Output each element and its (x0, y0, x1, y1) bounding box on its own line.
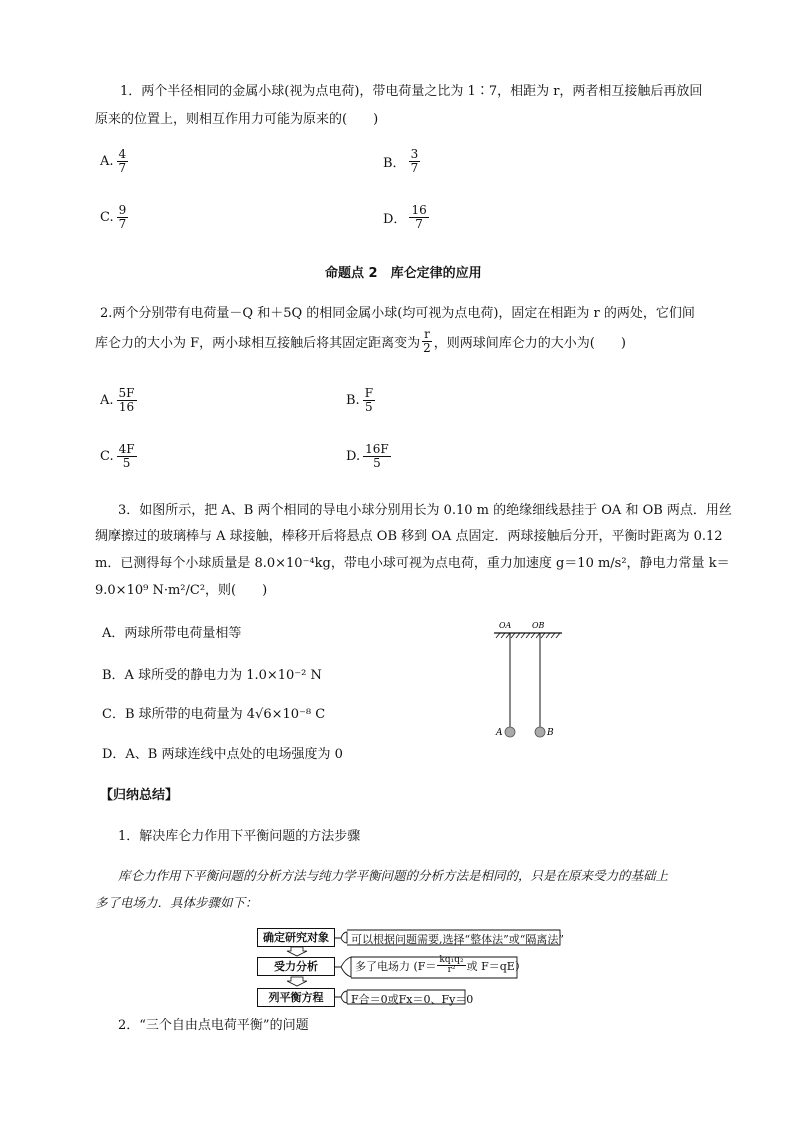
pendulum-figure (490, 616, 570, 746)
flow-step1-box: 确定研究对象 (257, 928, 335, 947)
q3-line3: m．已测得每个小球质量是 8.0×10⁻⁴kg，带电小球可视为点电荷，重力加速度 g＝10 m/s²，静电力常量 k＝ (95, 556, 730, 571)
frac-den: 5 (122, 455, 131, 470)
option-label: B. (346, 392, 360, 408)
q3-line2: 绸摩擦过的玻璃棒与 A 球接触，棒移开后将悬点 OB 移到 OA 点固定．两球接触后分开，平衡时距离为 0.12 (95, 529, 723, 544)
q2-line1: 2.两个分别带有电荷量－Q 和＋5Q 的相同金属小球(均可视为点电荷)，固定在相距为 r 的两处，它们间 (100, 306, 695, 321)
option-label: D． (383, 211, 407, 227)
option-label: B． (383, 155, 406, 171)
q2-line2 (95, 328, 626, 354)
label-ob: OB (532, 621, 545, 630)
ball-a (505, 727, 515, 737)
frac-num: 3 (410, 147, 419, 161)
frac-den: 5 (365, 399, 373, 414)
q3-line4: 9.0×10⁹ N·m²/C²，则( ) (95, 583, 268, 598)
label-b: B (547, 728, 554, 738)
summary-item2: 2．“三个自由点电荷平衡”的问题 (118, 1018, 309, 1033)
flow-desc2-post: 或 F＝qE） (466, 959, 526, 973)
summary-item1: 1．解决库仑力作用下平衡问题的方法步骤 (118, 829, 361, 844)
frac-den: 2 (423, 340, 431, 355)
ceiling-hatching (496, 633, 560, 638)
label-oa: OA (499, 621, 512, 630)
frac-num: 4F (118, 442, 135, 456)
bracket-1 (335, 932, 347, 943)
summary-heading: 【归纳总结】 (100, 788, 179, 803)
q2-line2-pre: 库仑力的大小为 F，两小球相互接触后将其固定距离变为 (95, 335, 421, 351)
q1-option-a[interactable] (100, 148, 129, 174)
q2-option-b[interactable] (346, 387, 376, 413)
q2-option-a[interactable] (100, 387, 138, 413)
frac-num: F (364, 386, 374, 400)
q2-option-d[interactable] (346, 443, 392, 469)
q3-option-d[interactable]: D．A、B 两球连线中点处的电场强度为 0 (102, 747, 343, 762)
frac-num: 16 (411, 203, 427, 217)
frac-den: 7 (118, 216, 127, 231)
q1-line2: 原来的位置上，则相互作用力可能为原来的( ) (95, 112, 379, 127)
flow-desc3: F合＝0或Fx＝0、Fy＝0 (351, 993, 474, 1006)
q1-option-d[interactable] (383, 204, 430, 230)
q2-option-c[interactable] (100, 443, 138, 469)
frac-den: 7 (118, 160, 127, 175)
q1-option-b[interactable] (383, 148, 421, 174)
option-label: A. (100, 153, 114, 169)
q3-option-c[interactable]: C．B 球所带的电荷量为 4√6×10⁻⁸ C (102, 707, 326, 722)
option-label: D. (346, 448, 361, 464)
flow-step3-box: 列平衡方程 (257, 988, 335, 1007)
down-arrow-2 (287, 977, 307, 986)
frac-num: kq₁q₂ (439, 955, 464, 965)
frac-num: 9 (118, 203, 127, 217)
flow-step2-box: 受力分析 (257, 957, 335, 976)
frac-den: 7 (415, 216, 423, 231)
down-arrow-1 (287, 947, 307, 956)
flow-desc2 (355, 956, 526, 976)
option-label: C. (100, 209, 114, 225)
frac-num: 5F (118, 386, 135, 400)
option-label: C. (100, 448, 114, 464)
frac-num: r (424, 327, 430, 341)
summary-para-line2: 多了电场力．具体步骤如下： (95, 895, 258, 910)
ball-b (535, 727, 545, 737)
q2-line2-post: ，则两球间库仑力的大小为( ) (433, 335, 626, 351)
frac-den: 5 (373, 455, 381, 470)
frac-den: r² (447, 965, 456, 976)
frac-den: 16 (118, 399, 135, 414)
q3-option-b[interactable]: B．A 球所受的静电力为 1.0×10⁻² N (102, 668, 322, 683)
frac-num: 4 (118, 147, 127, 161)
q1-option-c[interactable] (100, 204, 129, 230)
q3-line1: 3．如图所示，把 A、B 两个相同的导电小球分别用长为 0.10 m 的绝缘细线悬挂于 OA 和 OB 两点．用丝 (118, 503, 732, 518)
q3-option-a[interactable]: A．两球所带电荷量相等 (102, 626, 242, 641)
section-title: 命题点 2 库仑定律的应用 (325, 266, 482, 281)
label-a: A (496, 728, 503, 738)
bracket-2-box (335, 957, 351, 977)
summary-para-line1: 库仑力作用下平衡问题的分析方法与纯力学平衡问题的分析方法是相同的，只是在原来受力的基础上 (118, 868, 669, 883)
q1-line1: 1．两个半径相同的金属小球(视为点电荷)，带电荷量之比为 1∶7，相距为 r，两者相互接触后再放回 (120, 84, 703, 99)
frac-den: 7 (410, 160, 419, 175)
option-label: A. (100, 392, 114, 408)
flow-desc1: 可以根据问题需要,选择“整体法”或“隔离法” (351, 933, 564, 946)
flow-desc2-pre: 多了电场力 (F＝ (355, 959, 437, 973)
frac-num: 16F (365, 442, 389, 456)
bracket-3-box (335, 991, 347, 1003)
